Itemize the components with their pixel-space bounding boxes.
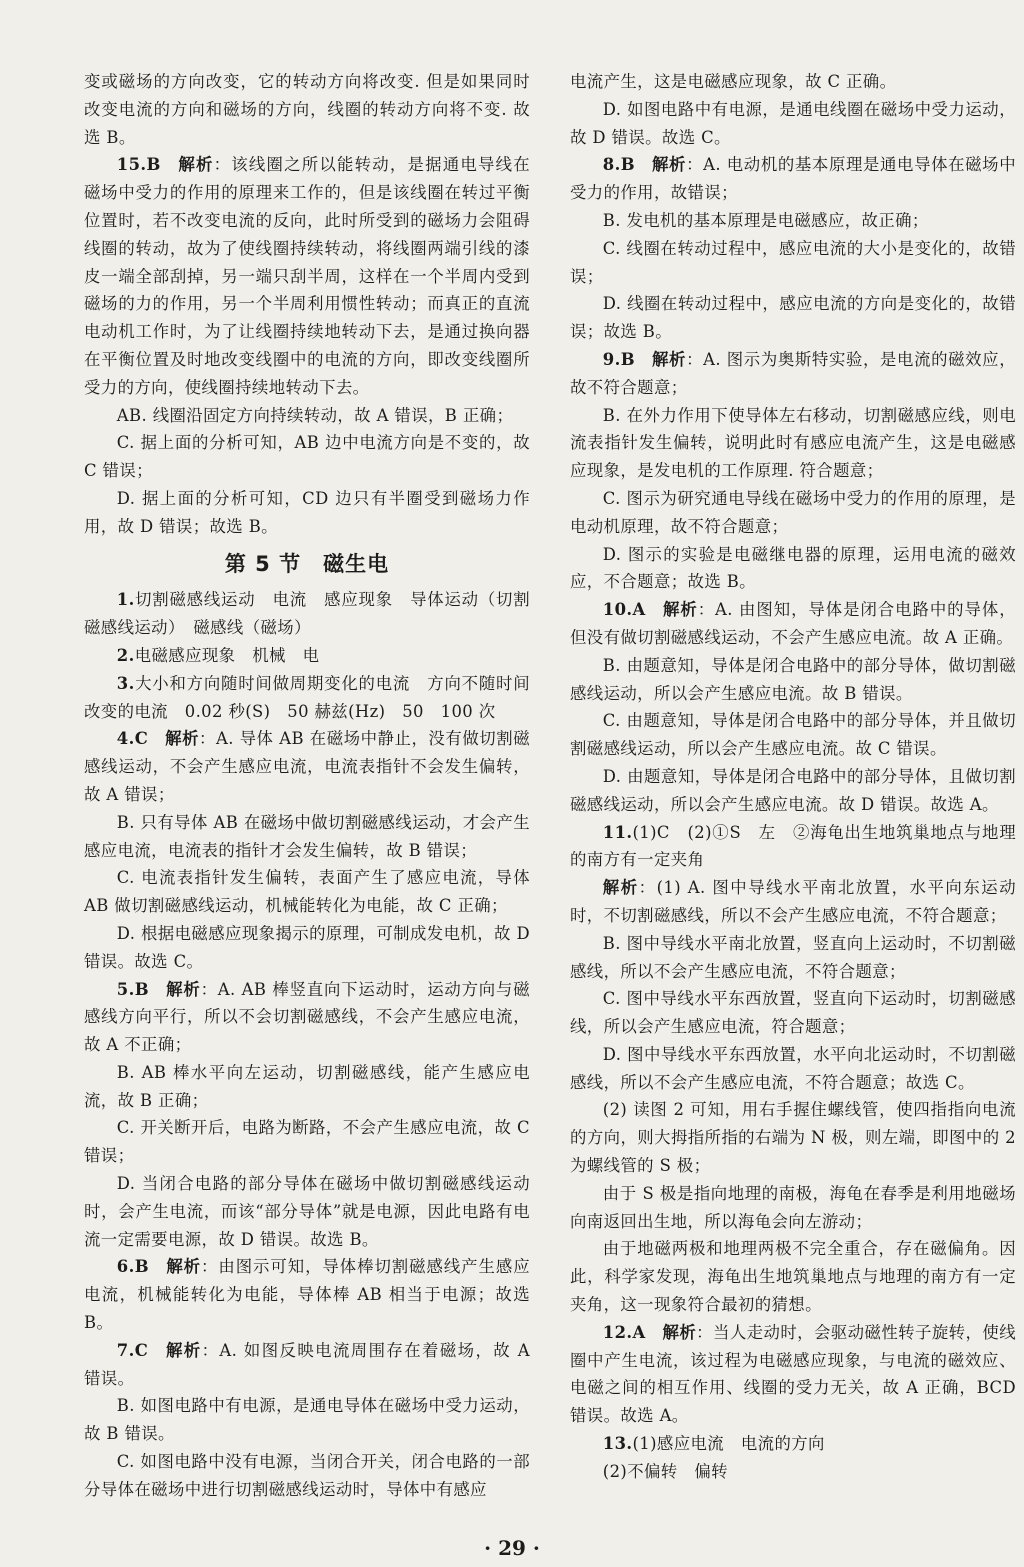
paragraph-text: C. 图中导线水平东西放置，竖直向下运动时，切割磁感线，所以会产生感应电流，符合题意； — [570, 989, 1016, 1037]
left-column — [84, 68, 530, 1504]
paragraph-text: ：当人走动时，会驱动磁性转子旋转，使线圈中产生电流，该过程为电磁感应现象，与电流的磁效应、电磁之间的相互作用、线圈的受力无关，故 A 正确，BCD 错误。故选 A。 — [570, 1322, 1016, 1426]
question-number: 2. — [116, 645, 135, 665]
paragraph-text: C. 开关断开后，电路为断路，不会产生感应电流，故 C 错误； — [84, 1118, 530, 1166]
section-title-text: 磁生电 — [323, 551, 390, 576]
paragraph — [84, 670, 530, 726]
analysis-label: 解析 — [177, 155, 214, 175]
question-number: 8.B — [602, 155, 635, 175]
paragraph-text: 电流产生，这是电磁感应现象，故 C 正确。 — [570, 72, 897, 91]
paragraph — [570, 96, 1016, 152]
paragraph — [570, 1096, 1016, 1179]
paragraph — [570, 763, 1016, 819]
paragraph-text: B. 如图电路中有电源，是通电导体在磁场中受力运动，故 B 错误。 — [84, 1396, 530, 1444]
paragraph-text: C. 如图电路中没有电源，当闭合开关，闭合电路的一部分导体在磁场中进行切割磁感线运动时，导体中有感应 — [84, 1452, 530, 1499]
section-title-number: 第 5 节 — [224, 551, 302, 576]
page-number: · 29 · — [484, 1536, 540, 1560]
question-number: 10.A — [602, 600, 646, 620]
paragraph — [570, 235, 1016, 291]
paragraph-text: C. 据上面的分析可知，AB 边中电流方向是不变的，故 C 错误； — [84, 433, 530, 481]
paragraph-text: ：A. 如图反映电流周围存在着磁场，故 A 错误。 — [84, 1340, 530, 1388]
paragraph — [570, 985, 1016, 1041]
paragraph — [84, 920, 530, 976]
paragraph — [84, 1392, 530, 1448]
analysis-label: 解析 — [662, 1322, 697, 1342]
paragraph — [84, 1059, 530, 1115]
paragraph — [570, 707, 1016, 763]
paragraph — [570, 1041, 1016, 1097]
paragraph — [570, 290, 1016, 346]
paragraph-text: 切割磁感线运动 电流 感应现象 导体运动（切割磁感线运动） 磁感线（磁场） — [84, 590, 530, 638]
paragraph-text: B. 只有导体 AB 在磁场中做切割磁感线运动，才会产生感应电流，电流表的指针才会发生偏转，故 B 错误； — [84, 812, 530, 860]
paragraph — [84, 1253, 530, 1336]
left-top-paragraphs — [84, 68, 530, 541]
paragraph — [570, 346, 1016, 402]
paragraph-text: D. 据上面的分析可知，CD 边只有半圈受到磁场力作用，故 D 错误；故选 B。 — [84, 488, 530, 536]
paragraph-text: AB. 线圈沿固定方向持续转动，故 A 错误，B 正确； — [116, 405, 514, 425]
question-number: 9.B — [602, 349, 635, 369]
paragraph — [84, 1337, 530, 1393]
paragraph-text: ：由图示可知，导体棒切割磁感线产生感应电流，机械能转化为电能，导体棒 AB 相当于电源；故选 B。 — [84, 1257, 530, 1333]
paragraph — [84, 151, 530, 401]
question-number: 1. — [116, 590, 135, 610]
question-number: 6.B — [116, 1257, 149, 1277]
question-number: 11. — [602, 822, 633, 842]
analysis-label: 解析 — [651, 349, 687, 369]
paragraph-text: C. 电流表指针发生偏转，表面产生了感应电流，导体 AB 做切割磁感线运动，机械能转化为电能，故 C 正确； — [84, 868, 530, 916]
paragraph-text: 大小和方向随时间做周期变化的电流 方向不随时间改变的电流 0.02 秒(S) 50 赫兹(Hz) 50 100 次 — [84, 673, 530, 721]
paragraph-text: ：A. 电动机的基本原理是通电导体在磁场中受力的作用，故错误； — [570, 155, 1016, 203]
paragraph-text: ：A. 图示为奥斯特实验，是电流的磁效应，故不符合题意； — [570, 349, 1016, 397]
analysis-label: 解析 — [651, 155, 687, 175]
paragraph-text: 由于 S 极是指向地理的南极，海龟在春季是利用地磁场向南返回出生地，所以海龟会向左游动； — [570, 1183, 1016, 1231]
paragraph — [84, 1114, 530, 1170]
paragraph-text: (1)C (2)①S 左 ②海龟出生地筑巢地点与地理的南方有一定夹角 — [570, 822, 1016, 870]
paragraph-text: D. 根据电磁感应现象揭示的原理，可制成发电机，故 D 错误。故选 C。 — [84, 923, 530, 971]
paragraph-text: D. 当闭合电路的部分导体在磁场中做切割磁感线运动时，会产生电流，而该“部分导体”就是电源，因此电路有电流一定需要电源，故 D 错误。故选 B。 — [84, 1174, 530, 1249]
question-number: 7.C — [116, 1340, 149, 1360]
paragraph — [570, 1458, 1016, 1486]
paragraph — [84, 864, 530, 920]
paragraph-text: C. 线圈在转动过程中，感应电流的大小是变化的，故错误； — [570, 238, 1016, 286]
analysis-label: 解析 — [164, 729, 200, 749]
paragraph — [570, 207, 1016, 235]
paragraph — [570, 1235, 1016, 1318]
section-title — [84, 551, 530, 579]
paragraph-text: 电磁感应现象 机械 电 — [134, 645, 320, 665]
paragraph-text: D. 图示的实验是电磁继电器的原理，运用电流的磁效应，不合题意；故选 B。 — [570, 544, 1016, 592]
paragraph-text: D. 由题意知，导体是闭合电路中的部分导体，且做切割磁感线运动，所以会产生感应电流。故 D 错误。故选 A。 — [570, 766, 1016, 814]
paragraph — [570, 1319, 1016, 1430]
paragraph-text: D. 线圈在转动过程中，感应电流的方向是变化的，故错误；故选 B。 — [570, 294, 1016, 342]
paragraph — [570, 485, 1016, 541]
paragraph-text: 由于地磁两极和地理两极不完全重合，存在磁偏角。因此，科学家发现，海龟出生地筑巢地点与地理的南方有一定夹角，这一现象符合最初的猜想。 — [570, 1239, 1016, 1315]
paragraph — [84, 1170, 530, 1253]
paragraph — [84, 809, 530, 865]
question-number: 3. — [116, 673, 135, 693]
paragraph-text: ：(1) A. 图中导线水平南北放置，水平向东运动时，不切割磁感线，所以不会产生感应电流，不符合题意； — [570, 878, 1016, 925]
analysis-label: 解析 — [662, 600, 698, 620]
paragraph-text: C. 由题意知，导体是闭合电路中的部分导体，并且做切割磁感线运动，所以会产生感应电流。故 C 错误。 — [570, 711, 1016, 759]
paragraph — [570, 930, 1016, 986]
paragraph-text: D. 如图电路中有电源，是通电线圈在磁场中受力运动，故 D 错误。故选 C。 — [570, 99, 1016, 147]
paragraph-text: D. 图中导线水平东西放置，水平向北运动时，不切割磁感线，所以不会产生感应电流，不符合题意；故选 C。 — [570, 1044, 1016, 1092]
paragraph — [84, 642, 530, 670]
right-paragraphs — [570, 68, 1016, 1486]
paragraph — [84, 586, 530, 642]
question-number: 12.A — [602, 1322, 646, 1342]
paragraph-text: (2)不偏转 偏转 — [602, 1461, 728, 1481]
analysis-label: 解析 — [164, 1340, 202, 1360]
paragraph — [84, 429, 530, 485]
paragraph-text: C. 图示为研究通电导线在磁场中受力的作用的原理，是电动机原理，故不符合题意； — [570, 488, 1016, 536]
paragraph-text: (2) 读图 2 可知，用右手握住螺线管，使四指指向电流的方向，则大拇指所指的右端为 N 极，则左端，即图中的 2 为螺线管的 S 极； — [570, 1100, 1016, 1176]
paragraph-text: ：该线圈之所以能转动，是据通电导线在磁场中受力的作用的原理来工作的，但是该线圈在转过平衡位置时，若不改变电流的反向，此时所受到的磁场力会阻碍线圈的转动，故为了使线圈持续转动，将线圈两端引线的漆皮一端全部刮掉，另一端只刮半周，这样在一个半周内受到磁场的力的作用，另一个半周利用惯性转动；而真正的直流电动机工作时，为了让线圈持续地转动下去，是通过换向器在平衡位置及时地改变线圈中的电流的方向，即改变线圈所受力的方向，使线圈持续地转动下去。 — [84, 155, 530, 397]
paragraph-text: ：A. 导体 AB 在磁场中静止，没有做切割磁感线运动，不会产生感应电流，电流表指针不会发生偏转，故 A 错误； — [84, 729, 530, 804]
analysis-label: 解析 — [165, 1257, 202, 1277]
right-column — [570, 68, 1016, 1486]
question-number: 15.B — [116, 155, 161, 175]
paragraph-text: B. 在外力作用下使导体左右移动，切割磁感应线，则电流表指针发生偏转，说明此时有感应电流产生，这是电磁感应现象，是发电机的工作原理. 符合题意； — [570, 405, 1016, 481]
paragraph — [570, 596, 1016, 652]
paragraph-text: B. 图中导线水平南北放置，竖直向上运动时，不切割磁感线，所以不会产生感应电流，不符合题意； — [570, 933, 1016, 981]
paragraph-text: ：A. AB 棒竖直向下运动时，运动方向与磁感线方向平行，所以不会切割磁感线，不会产生感应电流，故 A 不正确； — [84, 979, 530, 1055]
paragraph — [570, 874, 1016, 930]
question-number: 13. — [602, 1434, 633, 1454]
paragraph-text: (1)感应电流 电流的方向 — [632, 1434, 825, 1454]
left-bottom-paragraphs — [84, 586, 530, 1503]
paragraph — [570, 402, 1016, 485]
paragraph — [570, 652, 1016, 708]
paragraph — [84, 976, 530, 1059]
paragraph — [570, 1430, 1016, 1458]
paragraph — [84, 725, 530, 808]
paragraph — [570, 68, 1016, 96]
paragraph — [84, 485, 530, 541]
paragraph — [84, 402, 530, 430]
paragraph — [570, 1180, 1016, 1236]
paragraph — [84, 68, 530, 151]
analysis-label: 解析 — [165, 979, 201, 999]
paragraph-text: B. AB 棒水平向左运动，切割磁感线，能产生感应电流，故 B 正确； — [84, 1062, 530, 1110]
paragraph — [570, 819, 1016, 875]
paragraph-text: ：A. 由图知，导体是闭合电路中的导体，但没有做切割磁感线运动，不会产生感应电流。故 A 正确。 — [570, 600, 1016, 647]
question-number: 4.C — [116, 729, 149, 749]
paragraph — [570, 541, 1016, 597]
paragraph — [570, 151, 1016, 207]
analysis-label: 解析 — [602, 878, 639, 898]
paragraph-text: B. 由题意知，导体是闭合电路中的部分导体，做切割磁感线运动，所以会产生感应电流。故 B 错误。 — [570, 655, 1016, 703]
paragraph-text: B. 发电机的基本原理是电磁感应，故正确； — [602, 210, 929, 230]
paragraph — [84, 1448, 530, 1504]
question-number: 5.B — [116, 979, 149, 999]
paragraph-text: 变或磁场的方向改变，它的转动方向将改变. 但是如果同时改变电流的方向和磁场的方向，线圈的转动方向将不变. 故选 B。 — [84, 72, 530, 147]
